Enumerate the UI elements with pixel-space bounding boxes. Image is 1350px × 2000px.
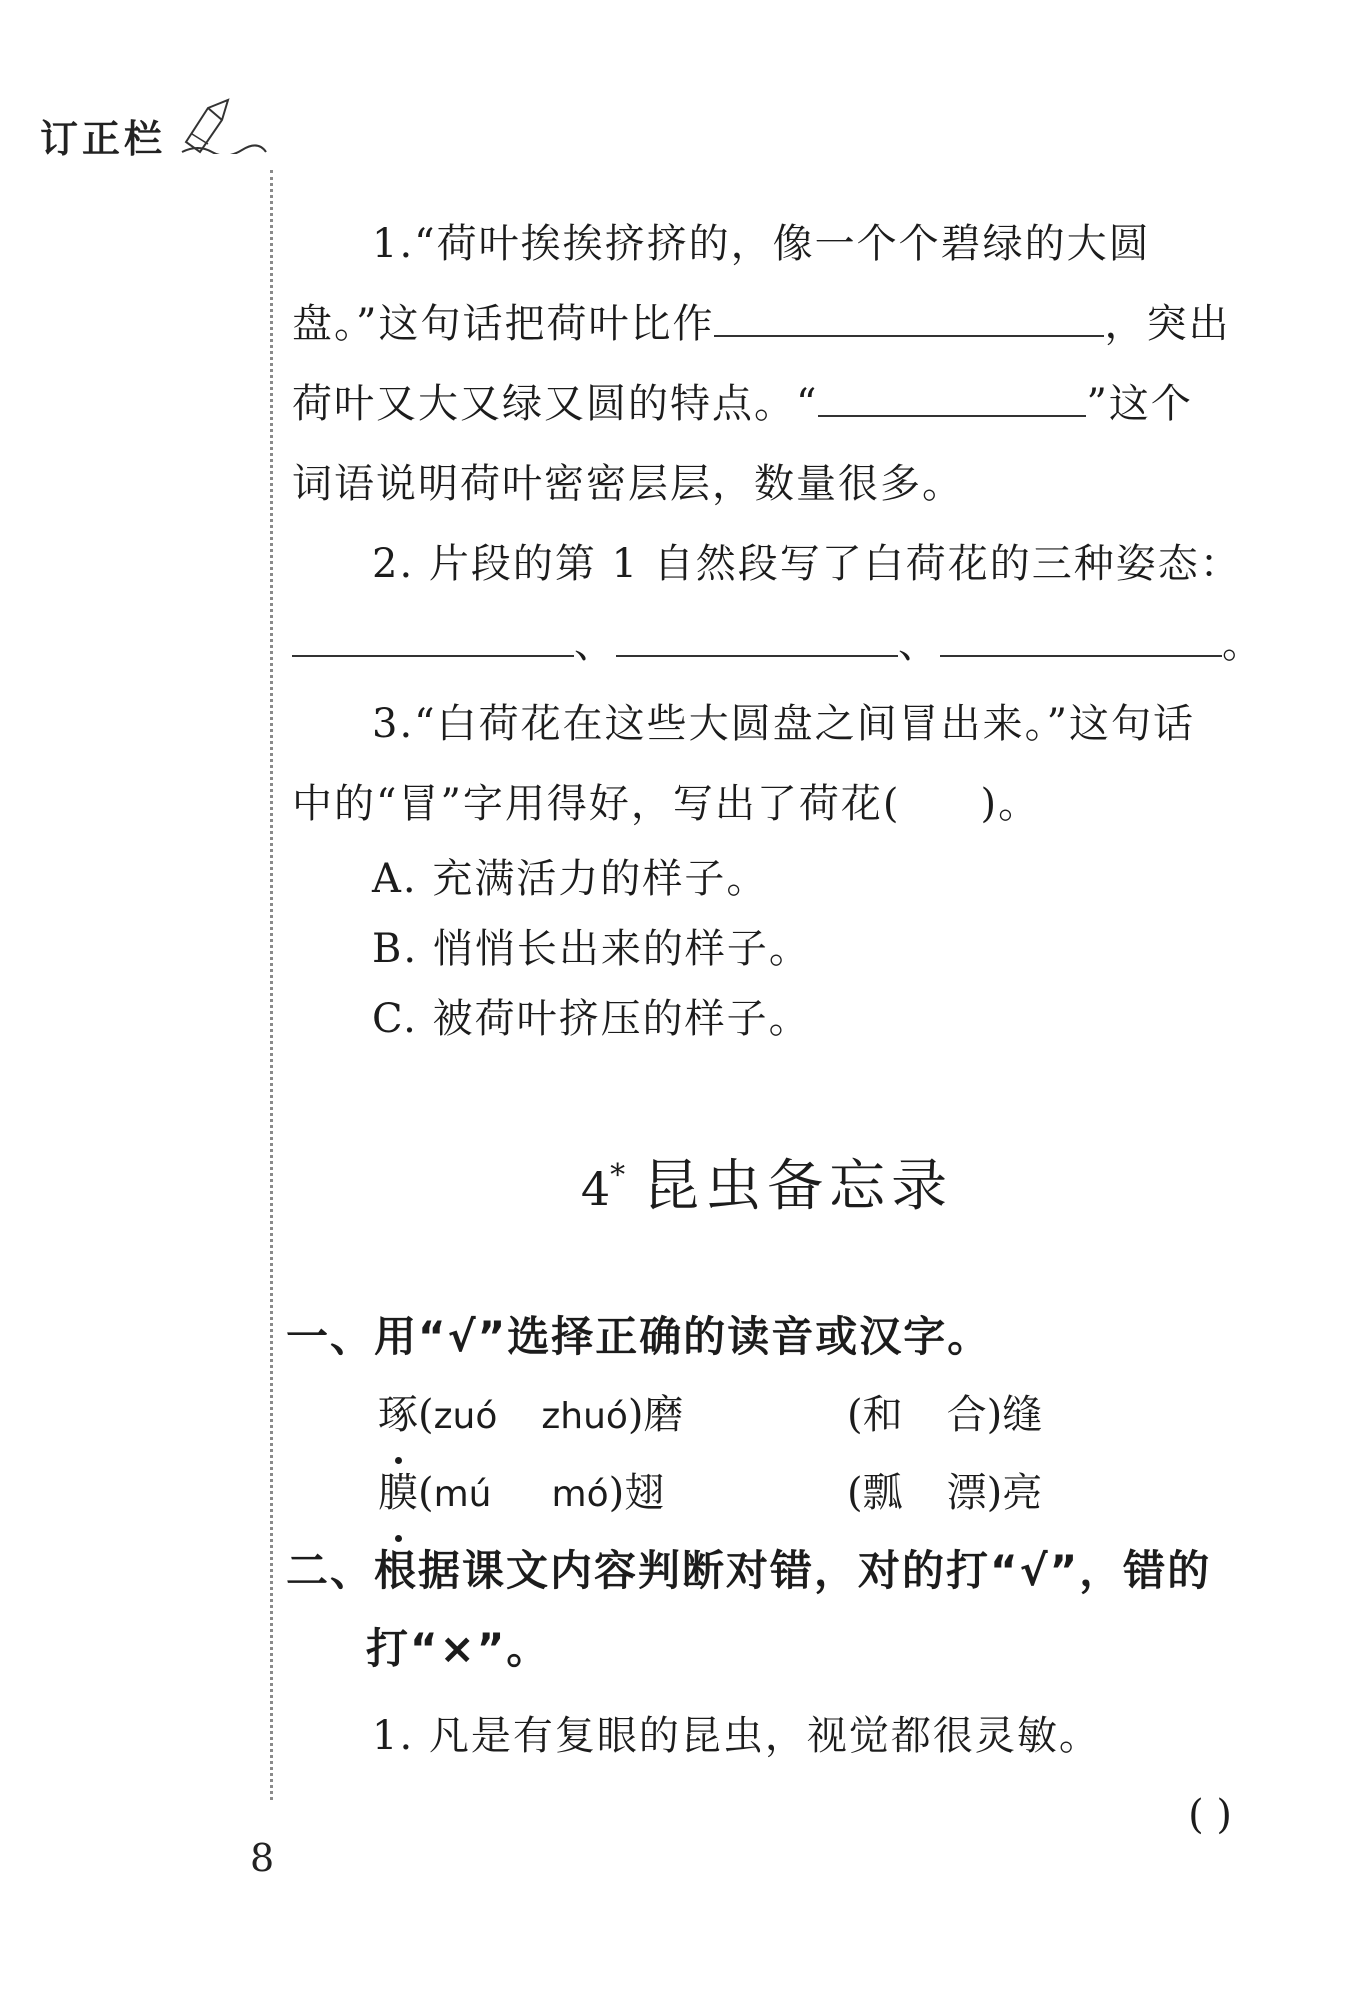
section1-heading: 一、用“√”选择正确的读音或汉字。 bbox=[286, 1312, 992, 1361]
q3-line2 bbox=[292, 764, 1242, 844]
open-paren: ( bbox=[418, 1392, 434, 1438]
char-option[interactable]: 和 bbox=[862, 1392, 903, 1438]
lesson-number: 4 bbox=[580, 1162, 611, 1216]
lesson-title-text: 昆虫备忘录 bbox=[643, 1154, 954, 1219]
char-choice-2[interactable] bbox=[847, 1454, 1042, 1532]
pinyin-row-1 bbox=[292, 1376, 1242, 1454]
q1-line2-text: 盘。”这句话把荷叶比作 bbox=[292, 301, 715, 347]
q1-line3-tail: ”这个 bbox=[1086, 381, 1193, 427]
pinyin-choice-1[interactable] bbox=[378, 1376, 684, 1456]
q2-end: 。 bbox=[1222, 621, 1264, 667]
open-paren: ( bbox=[847, 1470, 863, 1516]
close-paren-word: )磨 bbox=[627, 1392, 684, 1438]
q1-line3-text: 荷叶又大又绿又圆的特点。“ bbox=[292, 381, 819, 427]
judge-answer-paren[interactable]: ( ) bbox=[1188, 1792, 1232, 1838]
char-option[interactable]: 漂 bbox=[946, 1470, 987, 1516]
q3-option-c: C. 被荷叶挤压的样子。 bbox=[372, 996, 811, 1042]
q3-line2-text: 中的“冒”字用得好，写出了荷花( bbox=[292, 781, 901, 827]
correction-column-title: 订正栏 bbox=[40, 117, 167, 161]
close-paren-word: )缝 bbox=[986, 1392, 1043, 1438]
q3-option-a: A. 充满活力的样子。 bbox=[372, 856, 769, 902]
char-choice-1[interactable] bbox=[847, 1376, 1042, 1454]
char-option[interactable]: 瓢 bbox=[862, 1470, 903, 1516]
pencil-icon bbox=[178, 94, 268, 154]
q3-line1: 3.“白荷花在这些大圆盘之间冒出来。”这句话 bbox=[372, 701, 1196, 747]
section2-heading-line1: 二、根据课文内容判断对错，对的打“√”，错的 bbox=[286, 1546, 1212, 1595]
target-char-2: 膜 bbox=[378, 1454, 418, 1532]
q2-sep1: 、 bbox=[574, 621, 616, 667]
q2-sep2: 、 bbox=[898, 621, 940, 667]
worksheet-content bbox=[286, 204, 1264, 1850]
lesson-star: * bbox=[610, 1158, 626, 1194]
judge-item-1: 1. 凡是有复眼的昆虫，视觉都很灵敏。 bbox=[372, 1713, 1101, 1759]
q1-line1: 1.“荷叶挨挨挤挤的，像一个个碧绿的大圆 bbox=[372, 221, 1151, 267]
q2-blank-1[interactable] bbox=[292, 611, 574, 657]
close-paren-word: )翅 bbox=[608, 1470, 665, 1516]
pinyin-option[interactable]: zhuó bbox=[541, 1396, 628, 1437]
pinyin-option[interactable]: mó bbox=[551, 1474, 609, 1515]
q2-line1: 2. 片段的第 1 自然段写了白荷花的三种姿态： bbox=[372, 541, 1242, 587]
pinyin-row-2 bbox=[292, 1454, 1242, 1532]
pinyin-choice-2[interactable] bbox=[378, 1454, 664, 1534]
char-option[interactable]: 合 bbox=[946, 1392, 987, 1438]
q3-option-b: B. 悄悄长出来的样子。 bbox=[372, 926, 811, 972]
pinyin-option[interactable]: zuó bbox=[433, 1396, 498, 1437]
q3-line2-tail: )。 bbox=[980, 781, 1041, 827]
q2-blanks bbox=[292, 604, 1264, 684]
target-char-1: 琢 bbox=[378, 1376, 418, 1454]
q2-blank-3[interactable] bbox=[940, 611, 1222, 657]
q1-line2-tail: ，突出 bbox=[1104, 301, 1231, 347]
q1-line3 bbox=[292, 364, 1242, 444]
lesson-title bbox=[292, 1142, 1242, 1222]
open-paren: ( bbox=[418, 1470, 434, 1516]
open-paren: ( bbox=[847, 1392, 863, 1438]
q1-blank-word[interactable] bbox=[818, 371, 1086, 417]
section2-heading-line2: 打“×”。 bbox=[366, 1624, 551, 1673]
q1-line2 bbox=[292, 284, 1242, 364]
q1-line4: 词语说明荷叶密密层层，数量很多。 bbox=[292, 461, 964, 507]
correction-column-divider bbox=[270, 170, 273, 1800]
page-number: 8 bbox=[250, 1836, 275, 1880]
close-paren-word: )亮 bbox=[986, 1470, 1043, 1516]
q1-blank-metaphor[interactable] bbox=[714, 291, 1104, 337]
q2-blank-2[interactable] bbox=[616, 611, 898, 657]
pinyin-option[interactable]: mú bbox=[433, 1474, 492, 1515]
